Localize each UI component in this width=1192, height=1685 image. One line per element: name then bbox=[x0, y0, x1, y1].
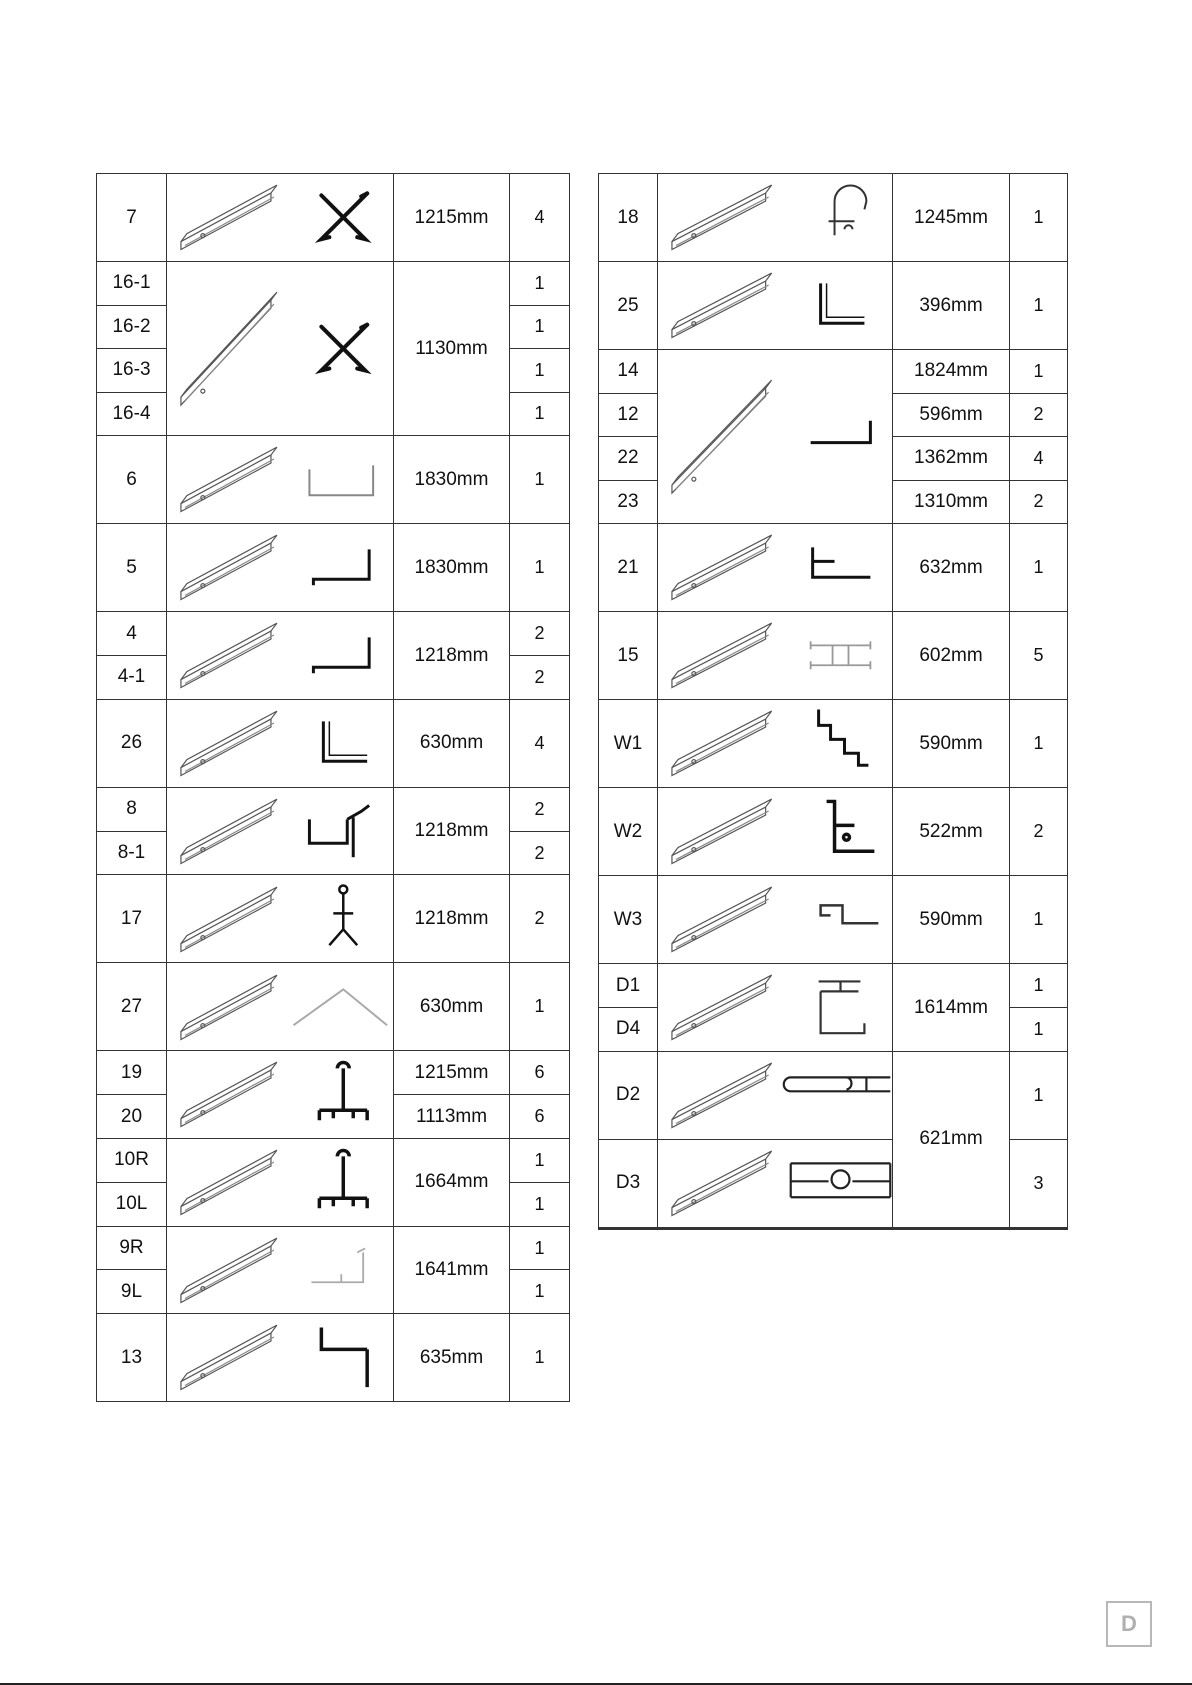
table-row bbox=[97, 699, 570, 787]
profile-t-hook-icon bbox=[167, 1139, 393, 1226]
part-illustration bbox=[167, 1051, 394, 1139]
part-quantity: 1 bbox=[510, 305, 570, 349]
table-row bbox=[599, 350, 1068, 394]
part-length: 1310mm bbox=[893, 480, 1010, 524]
part-quantity: 1 bbox=[1010, 262, 1068, 350]
part-illustration bbox=[167, 699, 394, 787]
part-length: 1218mm bbox=[394, 875, 510, 963]
part-id: 19 bbox=[97, 1051, 167, 1095]
part-length: 1218mm bbox=[394, 787, 510, 875]
part-quantity: 1 bbox=[1010, 876, 1068, 964]
part-length: 1362mm bbox=[893, 437, 1010, 481]
profile-l-angle-icon bbox=[167, 700, 393, 787]
profile-s-hook-icon bbox=[658, 876, 892, 963]
table-row bbox=[599, 174, 1068, 262]
part-quantity: 5 bbox=[1010, 612, 1068, 700]
table-row bbox=[599, 964, 1068, 1008]
part-illustration bbox=[658, 524, 893, 612]
part-length: 1830mm bbox=[394, 524, 510, 612]
part-quantity: 1 bbox=[510, 1139, 570, 1183]
profile-cross-x-icon bbox=[167, 262, 393, 435]
part-quantity: 1 bbox=[510, 524, 570, 612]
part-length: 1130mm bbox=[394, 262, 510, 436]
part-id: 14 bbox=[599, 350, 658, 394]
part-id: 10R bbox=[97, 1139, 167, 1183]
profile-flat-rail-icon bbox=[658, 1052, 892, 1139]
part-id: D1 bbox=[599, 964, 658, 1008]
profile-double-h-icon bbox=[658, 1140, 892, 1227]
part-id: 26 bbox=[97, 699, 167, 787]
profile-l-angle-icon bbox=[658, 262, 892, 349]
part-id: 18 bbox=[599, 174, 658, 262]
part-illustration bbox=[658, 876, 893, 964]
part-quantity: 1 bbox=[510, 262, 570, 306]
table-row bbox=[97, 436, 570, 524]
part-quantity: 1 bbox=[1010, 964, 1068, 1008]
part-id: 16-1 bbox=[97, 262, 167, 306]
part-quantity: 1 bbox=[1010, 524, 1068, 612]
table-row bbox=[97, 262, 570, 306]
part-illustration bbox=[167, 262, 394, 436]
part-quantity: 1 bbox=[510, 1182, 570, 1226]
part-illustration bbox=[658, 964, 893, 1052]
part-quantity: 1 bbox=[510, 392, 570, 436]
part-id: 4 bbox=[97, 612, 167, 656]
part-quantity: 1 bbox=[510, 1270, 570, 1314]
part-length: 1113mm bbox=[394, 1095, 510, 1139]
part-quantity: 1 bbox=[1010, 174, 1068, 262]
part-quantity: 2 bbox=[510, 831, 570, 875]
part-quantity: 2 bbox=[1010, 480, 1068, 524]
part-quantity: 1 bbox=[510, 1226, 570, 1270]
part-id: 17 bbox=[97, 875, 167, 963]
part-quantity: 1 bbox=[1010, 1051, 1068, 1139]
part-id: 8-1 bbox=[97, 831, 167, 875]
part-quantity: 2 bbox=[1010, 788, 1068, 876]
part-length: 602mm bbox=[893, 612, 1010, 700]
profile-chevron-icon bbox=[167, 964, 393, 1051]
part-quantity: 4 bbox=[1010, 437, 1068, 481]
part-id: D3 bbox=[599, 1139, 658, 1228]
part-id: 8 bbox=[97, 787, 167, 831]
part-length: 522mm bbox=[893, 788, 1010, 876]
parts-table-left bbox=[96, 173, 570, 1402]
table-row bbox=[599, 700, 1068, 788]
part-quantity: 1 bbox=[1010, 700, 1068, 788]
part-quantity: 2 bbox=[510, 612, 570, 656]
part-length: 396mm bbox=[893, 262, 1010, 350]
profile-flat-l-icon bbox=[658, 350, 892, 523]
profile-t-flat-icon bbox=[658, 524, 892, 611]
part-illustration bbox=[658, 788, 893, 876]
part-id: 15 bbox=[599, 612, 658, 700]
part-length: 1215mm bbox=[394, 1051, 510, 1095]
part-illustration bbox=[167, 875, 394, 963]
part-length: 621mm bbox=[893, 1051, 1010, 1228]
part-length: 1215mm bbox=[394, 174, 510, 262]
part-length: 1641mm bbox=[394, 1226, 510, 1314]
profile-bracket-icon bbox=[167, 788, 393, 875]
part-quantity: 3 bbox=[1010, 1139, 1068, 1228]
table-row bbox=[97, 174, 570, 262]
part-id: 16-3 bbox=[97, 349, 167, 393]
part-quantity: 2 bbox=[510, 656, 570, 700]
part-length: 1614mm bbox=[893, 964, 1010, 1052]
part-length: 1824mm bbox=[893, 350, 1010, 394]
table-row bbox=[599, 1051, 1068, 1139]
profile-l-right-icon bbox=[167, 612, 393, 699]
part-length: 635mm bbox=[394, 1314, 510, 1402]
profile-hook-tall-icon bbox=[167, 1227, 393, 1314]
part-illustration bbox=[658, 262, 893, 350]
part-id: 12 bbox=[599, 393, 658, 437]
part-length: 590mm bbox=[893, 700, 1010, 788]
profile-f-hook-icon bbox=[658, 788, 892, 875]
part-id: 7 bbox=[97, 174, 167, 262]
part-length: 1830mm bbox=[394, 436, 510, 524]
table-row bbox=[599, 524, 1068, 612]
profile-h-section-icon bbox=[658, 612, 892, 699]
table-row bbox=[97, 787, 570, 831]
part-illustration bbox=[167, 612, 394, 700]
part-illustration bbox=[658, 1051, 893, 1139]
part-id: 9L bbox=[97, 1270, 167, 1314]
part-quantity: 6 bbox=[510, 1095, 570, 1139]
part-quantity: 1 bbox=[510, 436, 570, 524]
part-illustration bbox=[167, 963, 394, 1051]
part-length: 1245mm bbox=[893, 174, 1010, 262]
part-quantity: 2 bbox=[1010, 393, 1068, 437]
part-illustration bbox=[167, 1226, 394, 1314]
part-length: 590mm bbox=[893, 876, 1010, 964]
part-illustration bbox=[658, 1139, 893, 1228]
part-illustration bbox=[167, 436, 394, 524]
table-row bbox=[97, 1139, 570, 1183]
table-row bbox=[97, 1226, 570, 1270]
part-id: 21 bbox=[599, 524, 658, 612]
part-illustration bbox=[658, 350, 893, 524]
part-quantity: 6 bbox=[510, 1051, 570, 1095]
profile-u-channel-icon bbox=[167, 436, 393, 523]
part-quantity: 4 bbox=[510, 174, 570, 262]
part-id: 27 bbox=[97, 963, 167, 1051]
profile-t-hook-icon bbox=[167, 1051, 393, 1138]
part-id: 4-1 bbox=[97, 656, 167, 700]
profile-l-right-icon bbox=[167, 524, 393, 611]
part-id: W1 bbox=[599, 700, 658, 788]
parts-table-right bbox=[598, 173, 1068, 1230]
part-id: 16-2 bbox=[97, 305, 167, 349]
part-illustration bbox=[167, 174, 394, 262]
part-id: W3 bbox=[599, 876, 658, 964]
part-quantity: 2 bbox=[510, 875, 570, 963]
table-row bbox=[97, 612, 570, 656]
part-id: D2 bbox=[599, 1051, 658, 1139]
table-row bbox=[97, 1314, 570, 1402]
part-length: 632mm bbox=[893, 524, 1010, 612]
part-id: 16-4 bbox=[97, 392, 167, 436]
page-badge: D bbox=[1106, 1601, 1152, 1647]
table-row bbox=[599, 788, 1068, 876]
table-row bbox=[97, 1051, 570, 1095]
table-row bbox=[97, 875, 570, 963]
part-quantity: 1 bbox=[1010, 1008, 1068, 1052]
part-id: W2 bbox=[599, 788, 658, 876]
part-id: 9R bbox=[97, 1226, 167, 1270]
part-id: 5 bbox=[97, 524, 167, 612]
part-length: 596mm bbox=[893, 393, 1010, 437]
part-id: 23 bbox=[599, 480, 658, 524]
table-row bbox=[599, 612, 1068, 700]
profile-gooseneck-icon bbox=[658, 174, 892, 261]
table-row bbox=[97, 524, 570, 612]
table-row bbox=[599, 262, 1068, 350]
part-id: D4 bbox=[599, 1008, 658, 1052]
part-length: 630mm bbox=[394, 963, 510, 1051]
part-illustration bbox=[658, 700, 893, 788]
part-quantity: 1 bbox=[510, 349, 570, 393]
part-length: 630mm bbox=[394, 699, 510, 787]
part-id: 20 bbox=[97, 1095, 167, 1139]
part-id: 10L bbox=[97, 1182, 167, 1226]
part-illustration bbox=[167, 1139, 394, 1227]
part-illustration bbox=[658, 174, 893, 262]
part-id: 6 bbox=[97, 436, 167, 524]
part-illustration bbox=[658, 612, 893, 700]
table-row bbox=[599, 876, 1068, 964]
profile-y-stem-icon bbox=[167, 876, 393, 963]
part-id: 25 bbox=[599, 262, 658, 350]
profile-cross-x-icon bbox=[167, 174, 393, 261]
profile-stair-icon bbox=[658, 700, 892, 787]
part-id: 13 bbox=[97, 1314, 167, 1402]
part-quantity: 1 bbox=[510, 963, 570, 1051]
part-illustration bbox=[167, 1314, 394, 1402]
part-quantity: 1 bbox=[1010, 350, 1068, 394]
profile-c-clip-icon bbox=[658, 964, 892, 1051]
part-quantity: 2 bbox=[510, 787, 570, 831]
part-length: 1218mm bbox=[394, 612, 510, 700]
part-id: 22 bbox=[599, 437, 658, 481]
part-illustration bbox=[167, 524, 394, 612]
part-length: 1664mm bbox=[394, 1139, 510, 1227]
part-quantity: 1 bbox=[510, 1314, 570, 1402]
part-illustration bbox=[167, 787, 394, 875]
table-row bbox=[97, 963, 570, 1051]
part-quantity: 4 bbox=[510, 699, 570, 787]
profile-z-step-icon bbox=[167, 1314, 393, 1401]
